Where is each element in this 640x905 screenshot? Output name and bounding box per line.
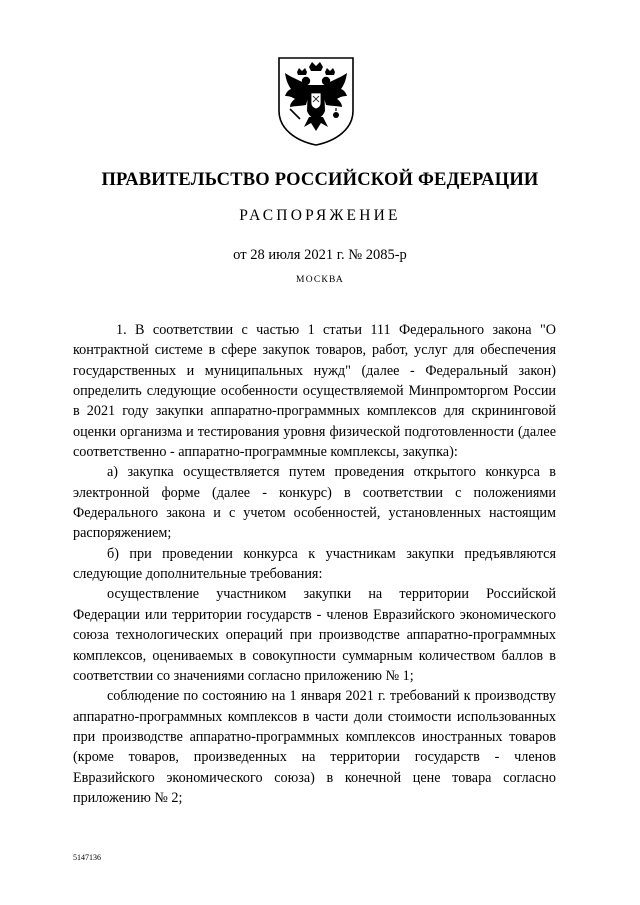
- document-city: МОСКВА: [296, 275, 344, 285]
- government-title: ПРАВИТЕЛЬСТВО РОССИЙСКОЙ ФЕДЕРАЦИИ: [101, 170, 539, 190]
- document-registration-number: 5147136: [73, 853, 101, 862]
- russian-coat-of-arms-icon: [276, 55, 356, 147]
- paragraph-requirement-2: соблюдение по состоянию на 1 января 2021 г. требований к производству аппаратно-программных комплексов в части доли стоимости использованных при производстве аппаратно-программных комплексов иностранных товаров (кроме товаров, произведенных на территории государств - членов Евразийского экономического союза) в конечной цене товара согласно приложению № 2;: [73, 688, 556, 806]
- document-type: РАСПОРЯЖЕНИЕ: [239, 207, 401, 224]
- paragraph-requirement-1: осуществление участником закупки на территории Российской Федерации или территории государств - членов Евразийского экономического союза технологических операций при производстве аппаратно-программных комплексов, оцениваемых в совокупности суммарным количеством баллов в соответствии со значениями согласно приложению № 1;: [73, 586, 556, 684]
- document-date-number: от 28 июля 2021 г. № 2085-р: [233, 247, 407, 263]
- paragraph-a: а) закупка осуществляется путем проведения открытого конкурса в электронной форме (далее - конкурс) в соответствии с положениями Федерального закона и с учетом особенностей, установленных настоящим распоряжением;: [73, 464, 556, 542]
- paragraph-b: б) при проведении конкурса к участникам закупки предъявляются следующие дополнительные требования:: [73, 545, 556, 583]
- document-body: [73, 320, 556, 808]
- paragraph-1: 1. В соответствии с частью 1 статьи 111 Федерального закона "О контрактной системе в сфере закупок товаров, работ, услуг для обеспечения государственных и муниципальных нужд" (далее - Федеральный закон) определить следующие особенности осуществляемой Минпромторгом России в 2021 году закупки аппаратно-программных комплексов для скрининговой оценки организма и тестирования уровня физической подготовленности (далее соответственно - аппаратно-программные комплексы, закупка):: [73, 322, 556, 461]
